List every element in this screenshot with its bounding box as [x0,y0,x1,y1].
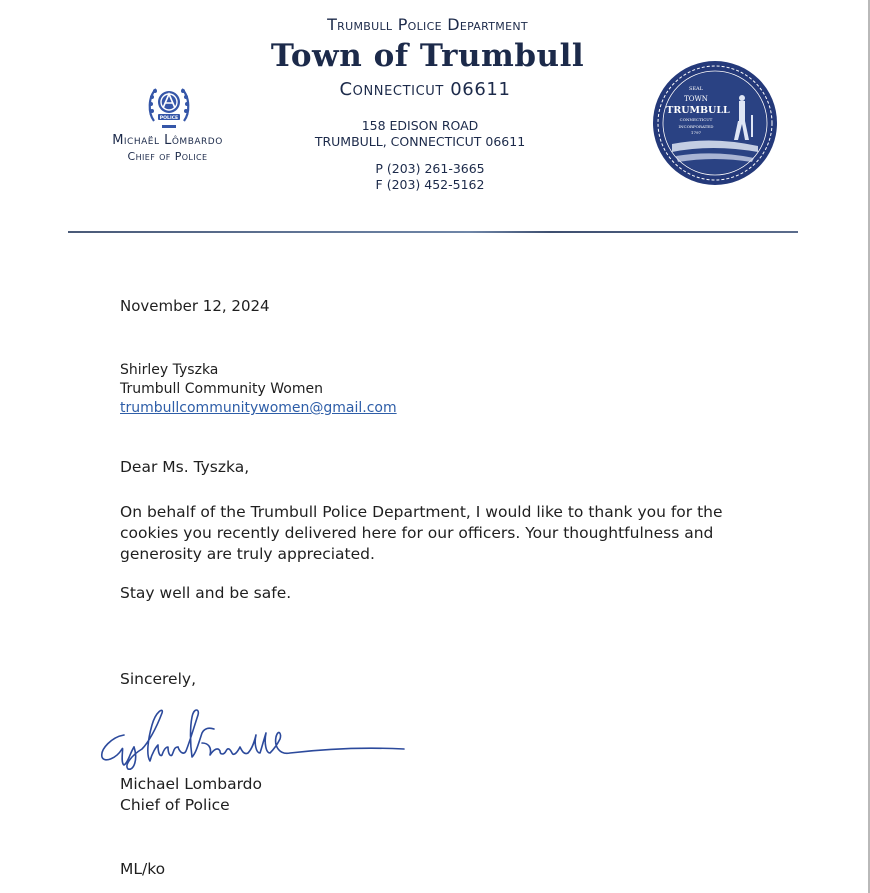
chief-title: Chief of Police [127,150,208,163]
signer-title: Chief of Police [120,796,230,814]
handwritten-signature [94,703,409,775]
closing-line: Stay well and be safe. [120,584,292,602]
letter-body: On behalf of the Trumbull Police Department, I would like to thank you for the cookies you recently delivered here for our officers. Your thoughtfulness and generosity are truly appreciated. [120,503,723,563]
typist-initials: ML/ko [120,860,166,878]
seal-text-seal: SEAL [688,86,704,92]
recipient-name: Shirley Tyszka [120,362,219,378]
recipient-organization: Trumbull Community Women [120,381,323,397]
signer-block [120,774,262,816]
seal-text-town: TOWN [684,95,708,103]
sign-off: Sincerely, [120,670,197,688]
seal-text-state: CONNECTICUT [679,117,713,122]
letterhead-divider [68,231,798,233]
town-seal-icon [652,60,778,186]
badge-text: POLICE [159,116,179,122]
department-name: Trumbull Police Department [327,15,528,34]
letter-date: November 12, 2024 [120,297,270,315]
recipient-block [120,361,397,418]
phone-number: P (203) 261-3665 [375,161,485,176]
seal-text-trumbull: TRUMBULL [666,105,730,116]
recipient-email-link[interactable]: trumbullcommunitywomen@gmail.com [120,400,397,416]
address-line-1: 158 EDISON ROAD [361,118,479,133]
contact-numbers [300,161,560,193]
address-line-2: TRUMBULL, CONNECTICUT 06611 [314,134,526,149]
fax-number: F (203) 452-5162 [375,177,485,192]
town-name: Town of Trumbull [270,38,585,74]
signer-name: Michael Lombardo [120,775,262,793]
seal-text-year: 1797 [690,130,702,135]
seal-text-incorporated: INCORPORATED [678,124,714,129]
salutation: Dear Ms. Tyszka, [120,458,250,476]
police-badge-icon [146,81,192,131]
chief-name: Michaël Lômbardo [112,133,223,148]
state-zip: Connecticut 06611 [339,79,511,100]
department-address [280,118,560,150]
